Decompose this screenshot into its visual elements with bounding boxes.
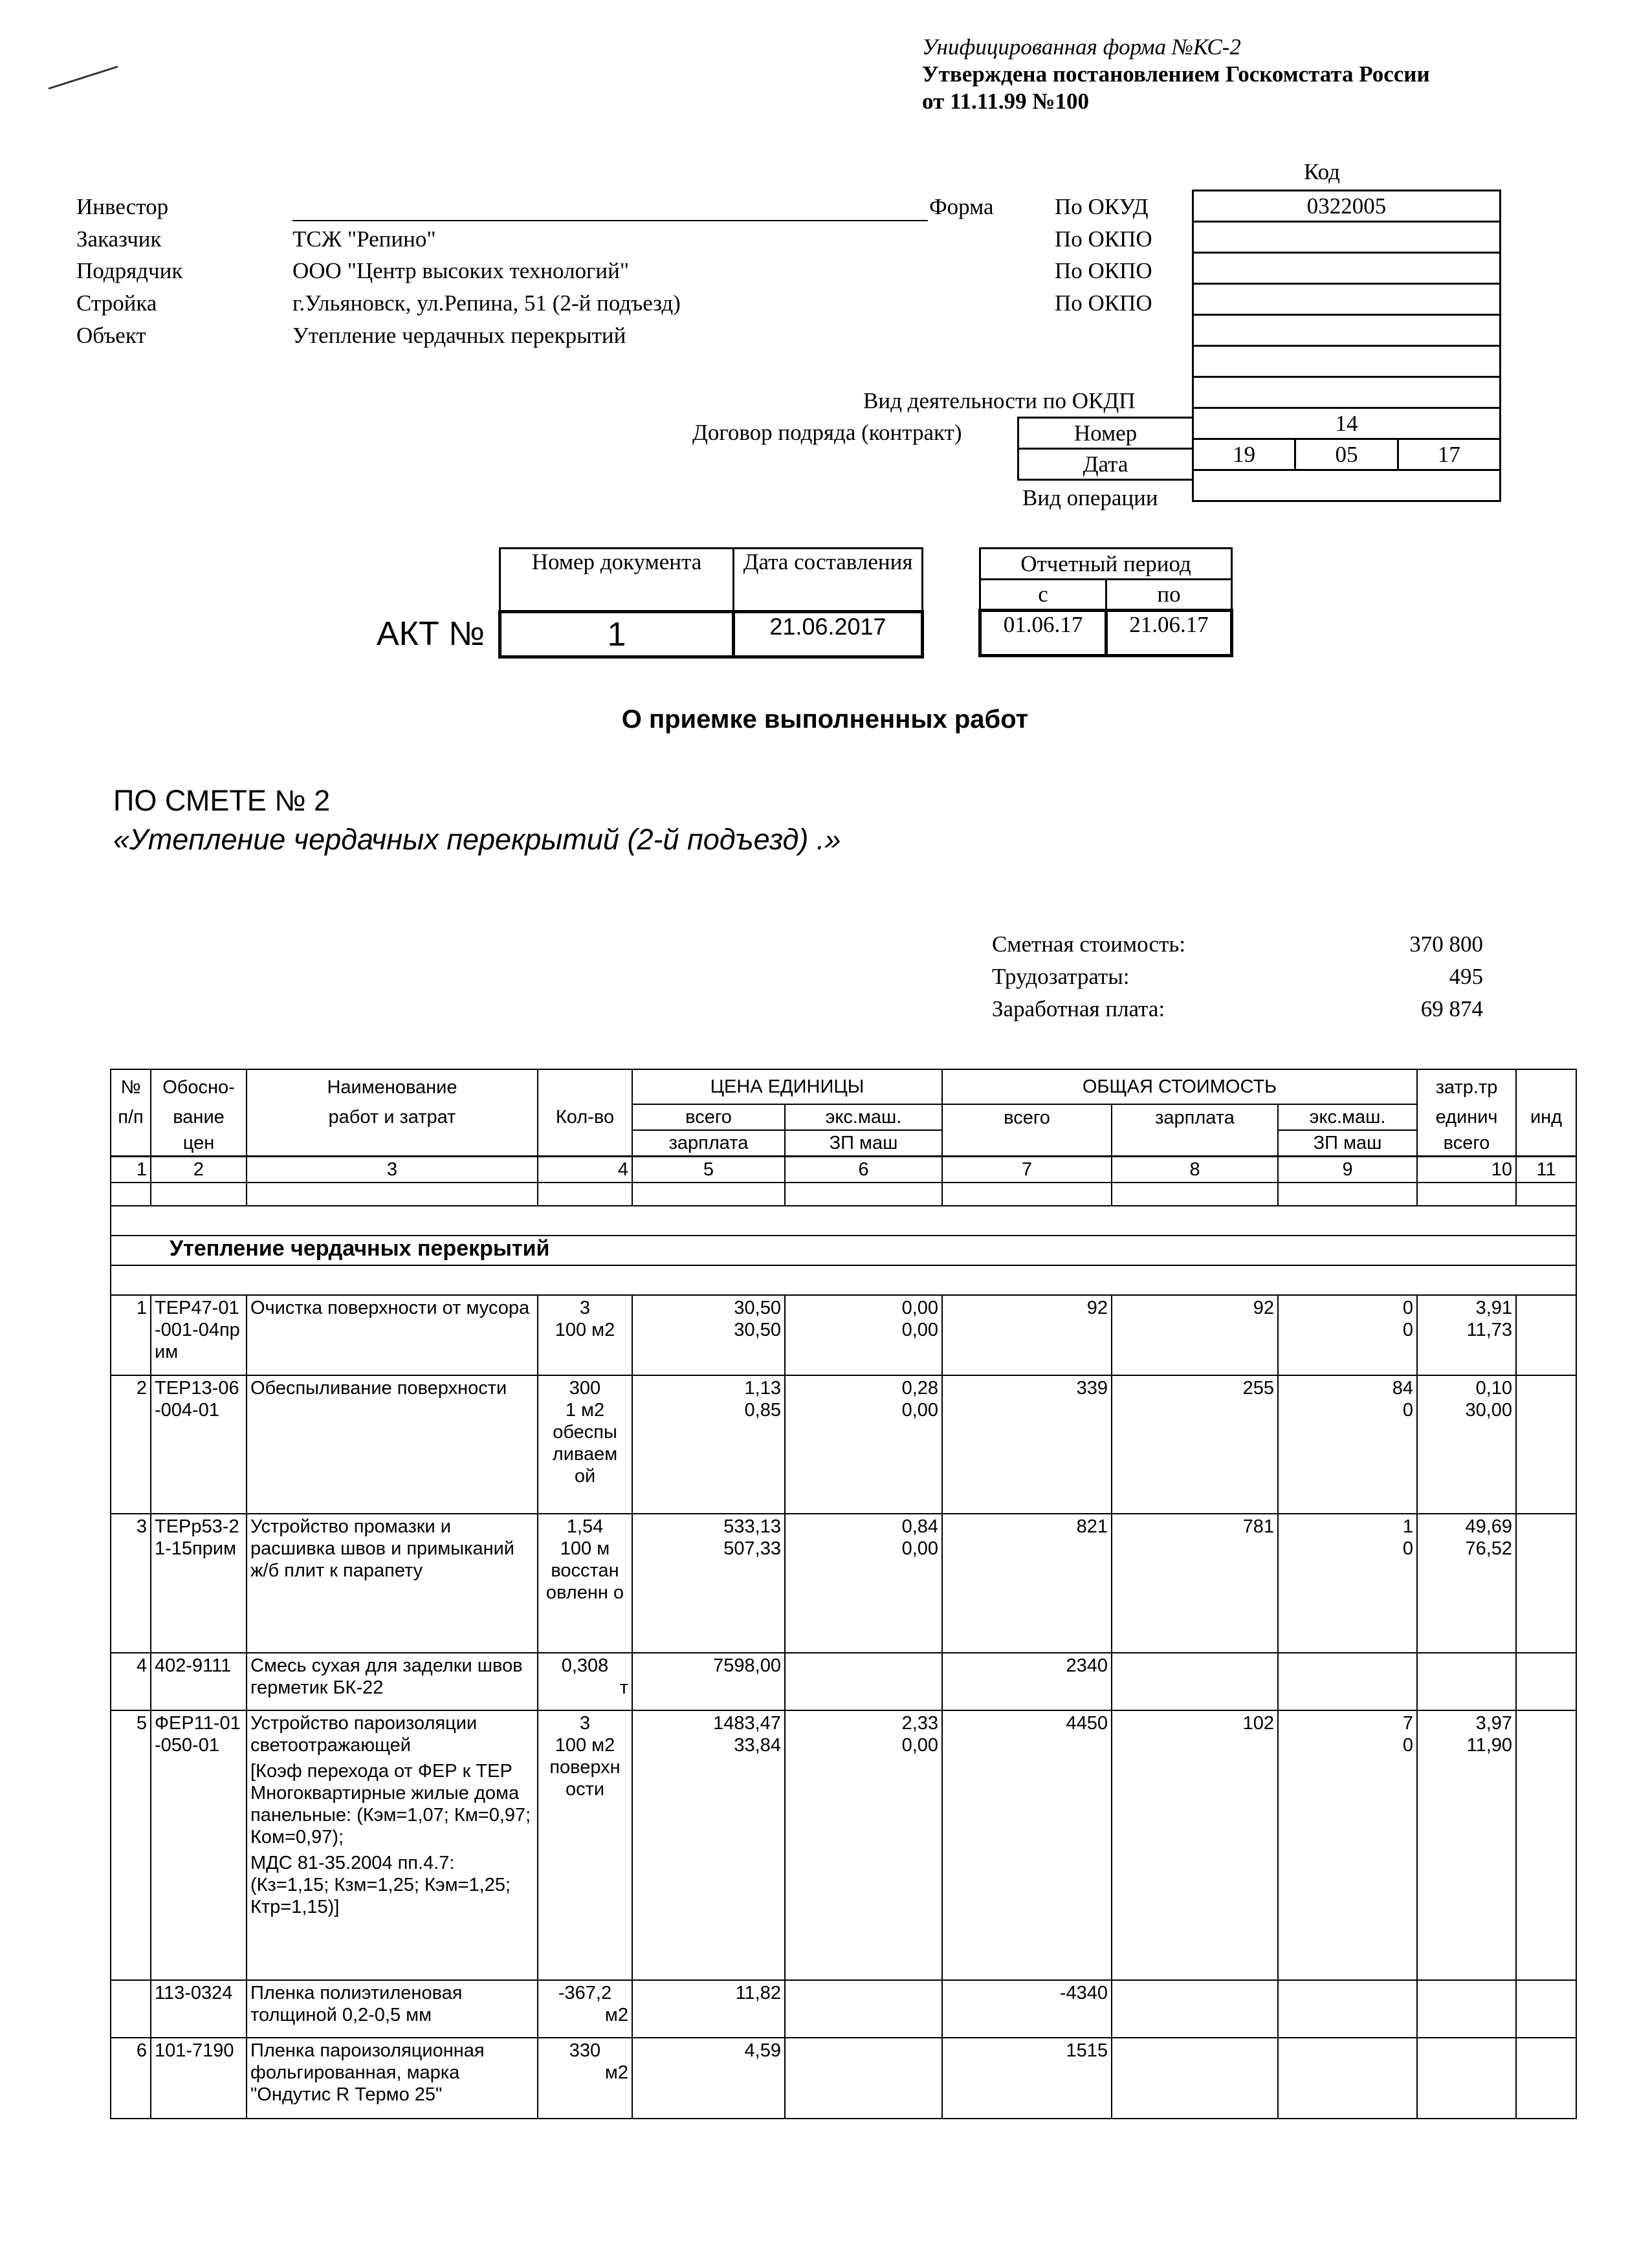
doc-number: 1 <box>500 612 734 657</box>
row-p-total: 11,82 <box>632 1980 785 2038</box>
summary-value: 370 800 <box>1409 932 1483 957</box>
tc-salary-header: зарплата <box>1112 1104 1278 1130</box>
col-ind-header: инд <box>1516 1104 1576 1130</box>
codes-table <box>1192 190 1501 502</box>
date-label: Дата <box>1018 449 1193 480</box>
okpo2-label: По ОКПО <box>1055 258 1152 283</box>
row-num: 2 <box>111 1375 151 1514</box>
col-ind-header-top <box>1516 1069 1576 1104</box>
row-p-mach-sal: 0,00 <box>901 1320 939 1340</box>
col-basis-header-3: цен <box>151 1130 247 1157</box>
row-t-salary: 92 <box>1112 1295 1278 1375</box>
okpo1-value <box>1193 222 1501 253</box>
tc-mach-salary-header: ЗП маш <box>1278 1130 1417 1157</box>
unit-price-header: ЦЕНА ЕДИНИЦЫ <box>632 1069 942 1104</box>
col-num-header-2: п/п <box>111 1104 151 1130</box>
contract-label: Договор подряда (контракт) <box>692 420 962 445</box>
row-unit: т <box>619 1677 628 1698</box>
row-lab-total: 11,90 <box>1466 1735 1513 1756</box>
row-code: ТЕР47-01-001-04прим <box>151 1295 247 1375</box>
row-lab-unit: 0,10 <box>1475 1378 1513 1399</box>
summary-label: Заработная плата: <box>992 996 1165 1021</box>
form-approval: Утверждена постановлением Госкомстата России <box>922 61 1430 87</box>
row-lab-total: 11,73 <box>1466 1320 1513 1340</box>
table-row <box>111 1710 1576 1980</box>
row-p-salary: 30,50 <box>734 1320 781 1340</box>
row-qty: 300 <box>569 1378 601 1399</box>
table-row <box>111 1980 1576 2038</box>
row-p-mach-sal: 0,00 <box>901 1538 939 1559</box>
okpo3-label: По ОКПО <box>1055 290 1152 316</box>
row-qty: 0,308 <box>561 1655 609 1676</box>
row-name: Пленка полиэтиленовая толщиной 0,2-0,5 мм <box>247 1980 538 2038</box>
up-mach-header: экс.маш. <box>785 1104 942 1130</box>
row-p-mach: 0,28 <box>901 1378 939 1399</box>
row-code: 113-0324 <box>151 1980 247 2038</box>
total-cost-header: ОБЩАЯ СТОИМОСТЬ <box>942 1069 1417 1104</box>
okpo3-value <box>1193 284 1501 315</box>
blank-row <box>111 1183 1576 1206</box>
row-num <box>111 1980 151 2038</box>
okpo1-label: По ОКПО <box>1055 226 1152 252</box>
row-note: [Коэф перехода от ФЕР к ТЕР Многоквартирные жилые дома панельные: (Кэм=1,07; Км=0,97; Ком=0,97); <box>250 1761 531 1848</box>
row-unit: м2 <box>604 2062 628 2083</box>
col-labor-header: затр.тр <box>1417 1069 1516 1104</box>
col-number: 11 <box>1516 1157 1576 1183</box>
blank-code-2 <box>1193 346 1501 377</box>
col-name-header: Наименование <box>247 1069 538 1104</box>
okdp-label: Вид деятельности по ОКДП <box>863 388 1136 413</box>
col-number: 7 <box>942 1157 1112 1183</box>
table-row <box>111 2038 1576 2119</box>
col-labor-header-2: единич <box>1417 1104 1516 1130</box>
form-header <box>922 34 1430 115</box>
summary-label: Трудозатраты: <box>992 964 1130 989</box>
col-basis-header: Обосно- <box>151 1069 247 1104</box>
operation-label: Вид операции <box>1022 485 1158 510</box>
object-value: Утепление чердачных перекрытий <box>292 323 626 348</box>
row-p-total: 4,59 <box>632 2038 785 2119</box>
period-to: 21.06.17 <box>1106 611 1232 656</box>
row-p-total: 1483,47 <box>713 1713 781 1734</box>
smeta-label: ПО СМЕТЕ № 2 <box>113 784 331 817</box>
smeta-name: «Утепление чердачных перекрытий (2-й подъезд) .» <box>113 823 841 856</box>
col-number: 4 <box>538 1157 632 1183</box>
row-p-salary: 33,84 <box>734 1735 781 1756</box>
row-p-mach: 0,84 <box>901 1516 939 1537</box>
row-num: 3 <box>111 1514 151 1653</box>
row-name: Пленка пароизоляционная фольгированная, марка "Ондутис R Термо 25" <box>247 2038 538 2119</box>
col-qty-header: Кол-во <box>538 1104 632 1130</box>
code-header: Код <box>1304 159 1340 184</box>
summary-label: Сметная стоимость: <box>992 932 1186 957</box>
row-unit: 1 м2 обеспы ливаем ой <box>552 1400 618 1487</box>
row-t-total: 1515 <box>942 2038 1112 2119</box>
contract-month: 05 <box>1295 439 1398 470</box>
blank-code-1 <box>1193 315 1501 346</box>
act-title: О приемке выполненных работ <box>621 705 1029 734</box>
row-p-total: 1,13 <box>744 1378 781 1399</box>
row-code: 402-9111 <box>151 1653 247 1710</box>
row-t-mach: 1 <box>1402 1516 1414 1537</box>
row-p-mach-sal: 0,00 <box>901 1400 939 1421</box>
tc-total-header-bottom <box>942 1130 1112 1157</box>
row-t-total: 339 <box>942 1375 1112 1514</box>
row-code: ФЕР11-01-050-01 <box>151 1710 247 1980</box>
okud-value: 0322005 <box>1193 191 1501 222</box>
row-lab-unit: 3,97 <box>1475 1713 1513 1734</box>
works-table <box>110 1069 1577 2119</box>
row-name: Очистка поверхности от мусора <box>247 1295 538 1375</box>
row-qty: -367,2 <box>558 1983 612 2003</box>
col-number: 3 <box>247 1157 538 1183</box>
row-lab-total: 30,00 <box>1465 1400 1513 1421</box>
row-p-total: 533,13 <box>723 1516 781 1537</box>
row-lab-total: 76,52 <box>1465 1538 1513 1559</box>
col-number: 5 <box>632 1157 785 1183</box>
table-row <box>111 1295 1576 1375</box>
col-labor-header-3: всего <box>1417 1130 1516 1157</box>
summary-value: 69 874 <box>1420 996 1483 1021</box>
col-ind-header-bottom <box>1516 1130 1576 1157</box>
col-name-header-bottom <box>247 1130 538 1157</box>
row-p-total: 7598,00 <box>632 1653 785 1710</box>
doc-date-header: Дата составления <box>734 549 923 612</box>
contractor-label: Подрядчик <box>76 258 183 283</box>
form-name: Унифицированная форма №КС-2 <box>922 34 1241 60</box>
okud-label: По ОКУД <box>1055 194 1149 219</box>
up-salary-header: зарплата <box>632 1130 785 1157</box>
row-name: Устройство пароизоляции светоотражающей <box>250 1713 478 1756</box>
contractor-value: ООО "Центр высоких технологий" <box>292 258 630 283</box>
summary-value: 495 <box>1449 964 1483 989</box>
blank-row <box>111 1265 1576 1295</box>
row-code: ТЕР13-06-004-01 <box>151 1375 247 1514</box>
row-p-mach-sal: 0,00 <box>901 1735 939 1756</box>
contract-number-value: 14 <box>1193 408 1501 439</box>
row-unit: м2 <box>604 2005 628 2025</box>
doc-date: 21.06.2017 <box>734 612 923 657</box>
doc-number-header: Номер документа <box>500 549 734 612</box>
col-number: 2 <box>151 1157 247 1183</box>
table-row <box>111 1653 1576 1710</box>
row-code: 101-7190 <box>151 2038 247 2119</box>
row-qty: 3 <box>579 1713 591 1734</box>
site-label: Стройка <box>76 290 157 316</box>
row-unit: 100 м2 <box>555 1320 615 1340</box>
row-num: 1 <box>111 1295 151 1375</box>
period-from: 01.06.17 <box>980 611 1106 656</box>
row-note: МДС 81-35.2004 пп.4.7: (Кз=1,15; Кзм=1,25; Кэм=1,25; Ктр=1,15)] <box>250 1853 511 1917</box>
tc-salary-header-bottom <box>1112 1130 1278 1157</box>
customer-label: Заказчик <box>76 226 162 252</box>
row-t-mach-sal: 0 <box>1402 1538 1414 1559</box>
col-number: 1 <box>111 1157 151 1183</box>
row-num: 4 <box>111 1653 151 1710</box>
row-t-total: -4340 <box>942 1980 1112 2038</box>
contract-labels-box <box>1017 417 1194 481</box>
row-t-total: 821 <box>942 1514 1112 1653</box>
row-t-salary: 102 <box>1112 1710 1278 1980</box>
col-number: 9 <box>1278 1157 1417 1183</box>
row-t-mach: 84 <box>1392 1378 1414 1399</box>
col-num-header-bottom <box>111 1130 151 1157</box>
number-label: Номер <box>1018 418 1193 449</box>
okpo2-value <box>1193 253 1501 284</box>
form-label: Форма <box>929 194 994 219</box>
col-number: 10 <box>1417 1157 1516 1183</box>
tc-total-header: всего <box>942 1104 1112 1130</box>
investor-label: Инвестор <box>76 194 169 219</box>
tc-mach-header: экс.маш. <box>1278 1104 1417 1130</box>
row-t-total: 4450 <box>942 1710 1112 1980</box>
pen-stroke <box>45 61 123 94</box>
period-to-label: по <box>1106 580 1232 611</box>
table-row <box>111 1514 1576 1653</box>
row-t-salary: 255 <box>1112 1375 1278 1514</box>
row-num: 5 <box>111 1710 151 1980</box>
col-basis-header-2: вание <box>151 1104 247 1130</box>
row-name: Смесь сухая для заделки швов герметик БК-22 <box>247 1653 538 1710</box>
row-t-mach: 0 <box>1402 1298 1414 1318</box>
col-num-header: № <box>111 1069 151 1104</box>
up-total-header: всего <box>632 1104 785 1130</box>
act-doc-box <box>498 547 924 659</box>
col-number: 6 <box>785 1157 942 1183</box>
row-t-salary: 781 <box>1112 1514 1278 1653</box>
row-p-mach <box>785 1653 942 1710</box>
operation-value <box>1193 470 1501 501</box>
row-lab-unit: 49,69 <box>1465 1516 1513 1537</box>
col-number: 8 <box>1112 1157 1278 1183</box>
row-t-total: 2340 <box>942 1653 1112 1710</box>
row-t-mach: 7 <box>1402 1713 1414 1734</box>
period-from-label: с <box>980 580 1106 611</box>
row-t-mach-sal: 0 <box>1402 1400 1414 1421</box>
site-value: г.Ульяновск, ул.Репина, 51 (2-й подъезд) <box>292 290 681 316</box>
object-label: Объект <box>76 323 146 348</box>
row-lab-unit: 3,91 <box>1475 1298 1513 1318</box>
table-row <box>111 1375 1576 1514</box>
col-qty-header-bottom <box>538 1130 632 1157</box>
period-header: Отчетный период <box>980 549 1232 580</box>
row-name: Обеспыливание поверхности <box>247 1375 538 1514</box>
row-name: Устройство промазки и расшивка швов и примыканий ж/б плит к парапету <box>247 1514 538 1653</box>
row-unit: 100 м восстан овленн о <box>545 1538 624 1603</box>
col-qty-header-top <box>538 1069 632 1104</box>
period-box <box>978 547 1233 657</box>
up-mach-salary-header: ЗП маш <box>785 1130 942 1157</box>
row-p-salary: 507,33 <box>723 1538 781 1559</box>
row-qty: 330 <box>569 2040 601 2061</box>
section-title: Утепление чердачных перекрытий <box>111 1236 1576 1265</box>
okdp-value <box>1193 377 1501 408</box>
row-t-mach-sal: 0 <box>1402 1735 1414 1756</box>
customer-value: ТСЖ "Репино" <box>292 226 436 252</box>
row-p-mach: 2,33 <box>901 1713 939 1734</box>
col-name-header-2: работ и затрат <box>247 1104 538 1130</box>
row-t-mach-sal: 0 <box>1402 1320 1414 1340</box>
row-p-salary: 0,85 <box>744 1400 781 1421</box>
investor-underline <box>292 220 928 221</box>
row-p-total: 30,50 <box>734 1298 781 1318</box>
act-label: АКТ № <box>377 615 485 653</box>
row-t-total: 92 <box>942 1295 1112 1375</box>
row-p-mach: 0,00 <box>901 1298 939 1318</box>
form-approval-date: от 11.11.99 №100 <box>922 89 1090 114</box>
row-qty: 1,54 <box>566 1516 604 1537</box>
contract-year: 17 <box>1398 439 1500 470</box>
row-code: ТЕРр53-21-15прим <box>151 1514 247 1653</box>
row-qty: 3 <box>579 1298 591 1318</box>
blank-row <box>111 1206 1576 1236</box>
row-unit: 100 м2 поверхн ости <box>549 1735 621 1800</box>
contract-day: 19 <box>1193 439 1295 470</box>
row-num: 6 <box>111 2038 151 2119</box>
